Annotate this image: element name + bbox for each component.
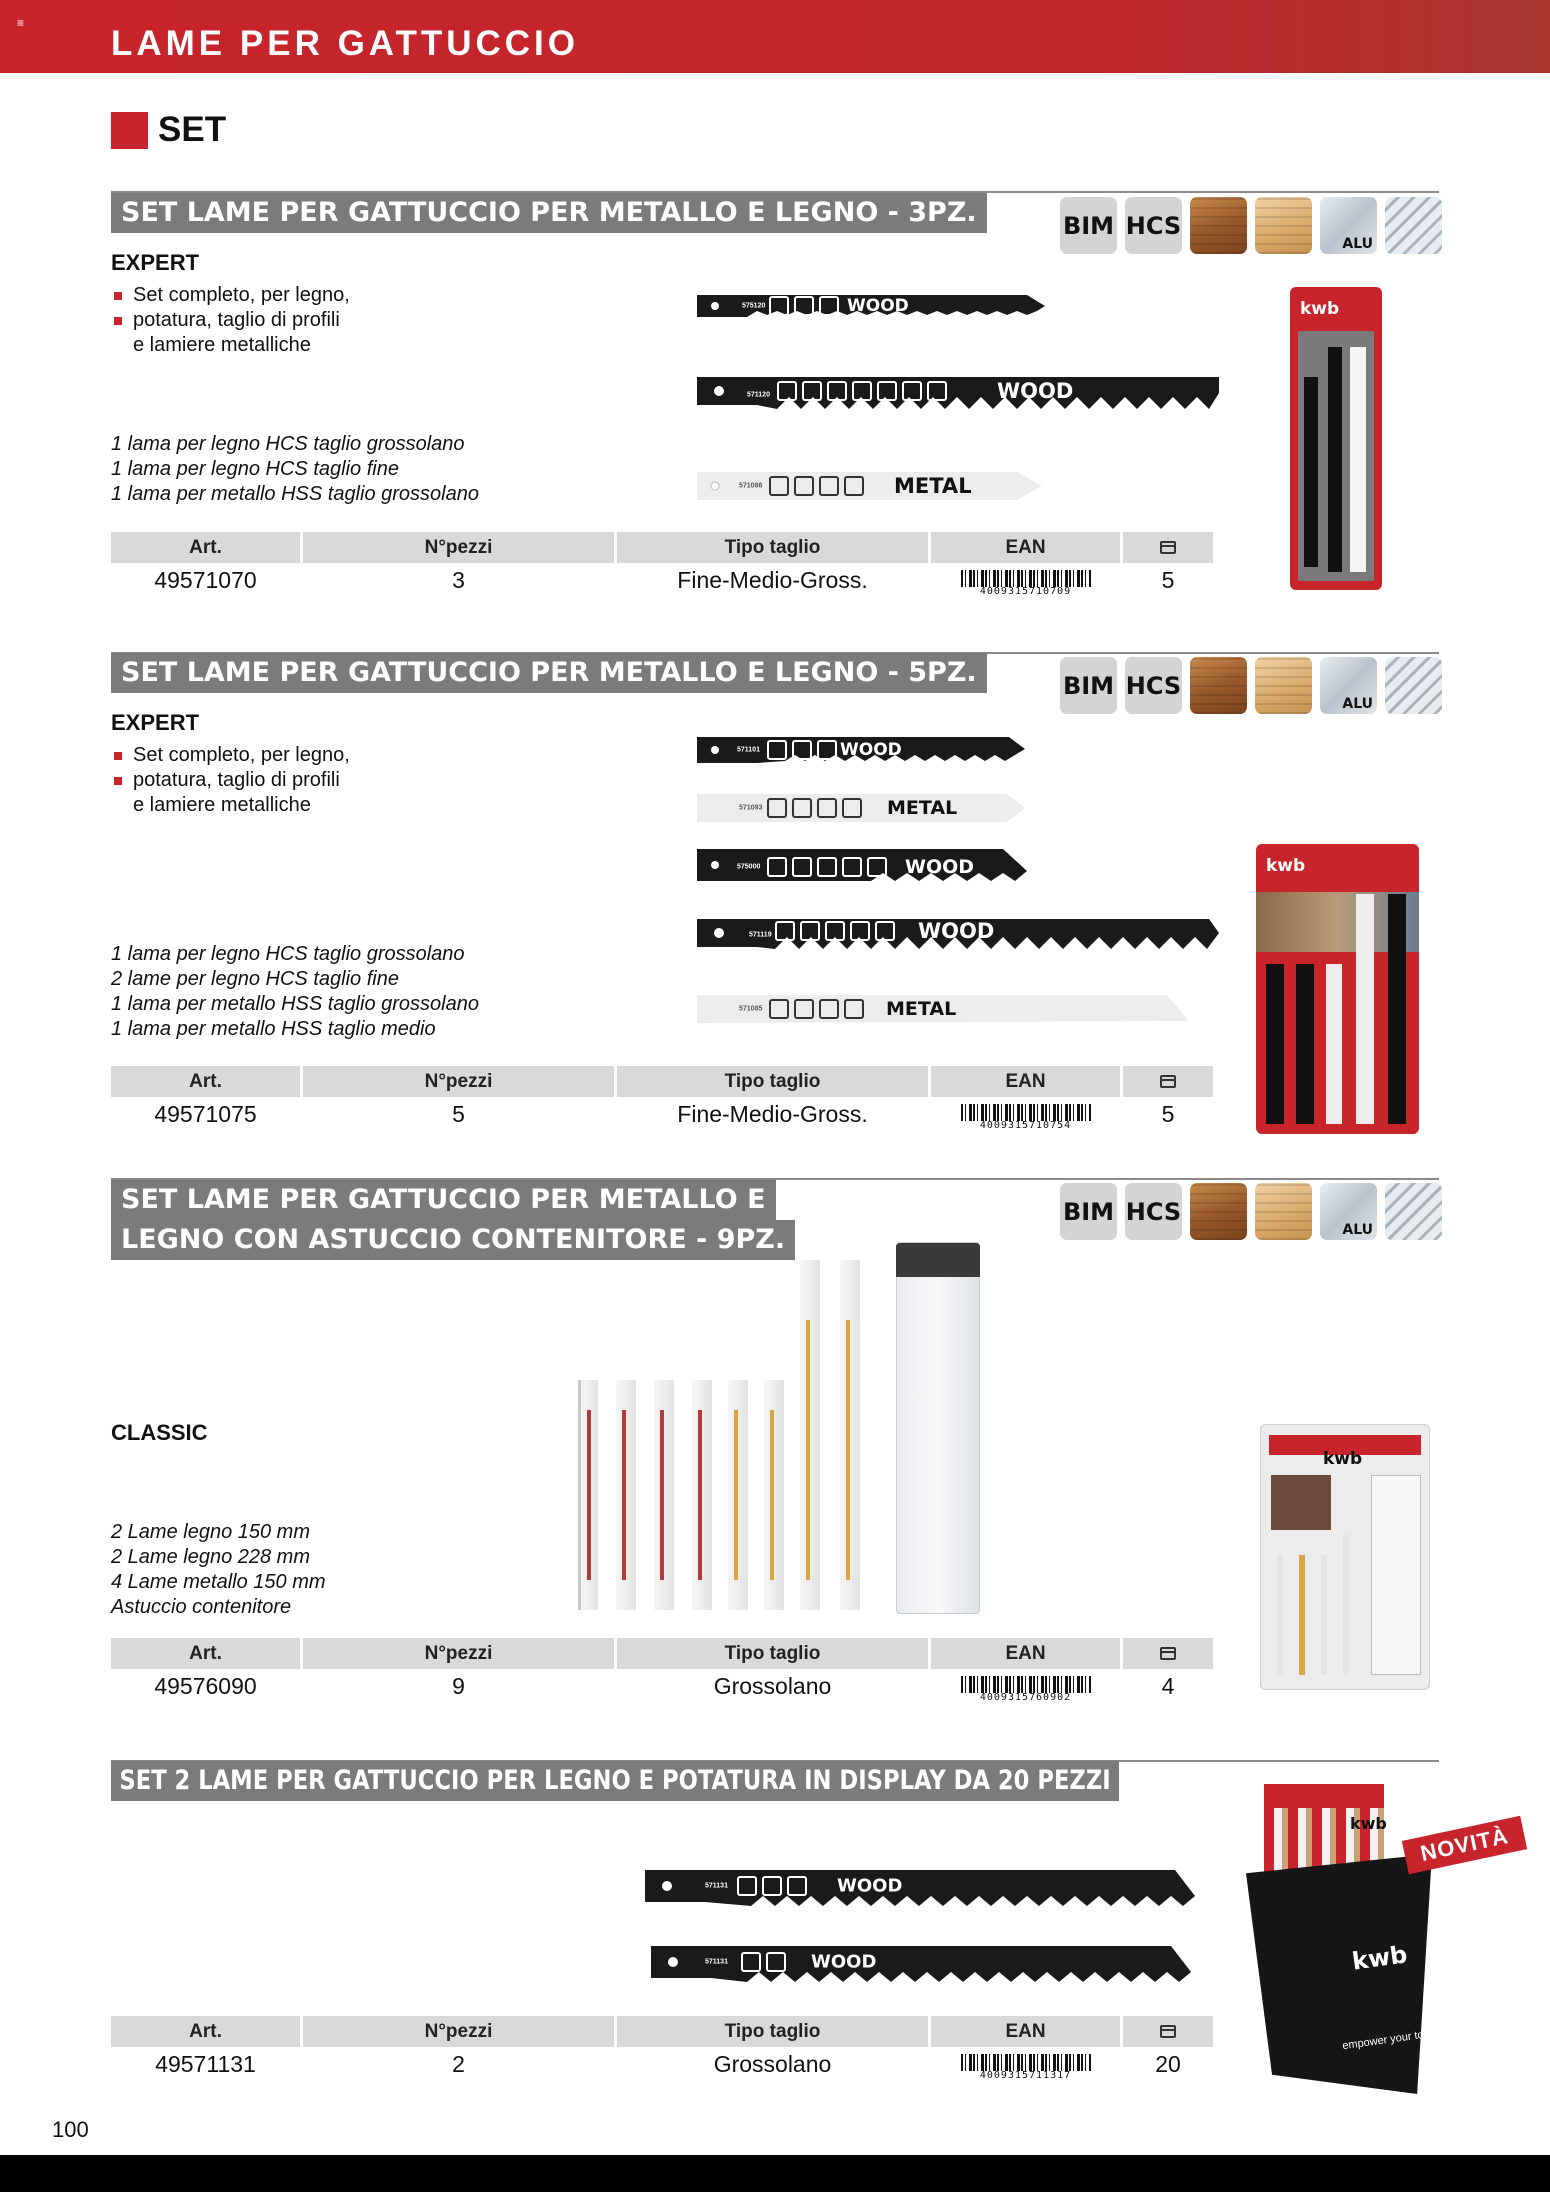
blade-icons — [769, 999, 864, 1019]
blade-icons — [769, 476, 864, 496]
cut-type: Grossolano — [713, 1673, 832, 1699]
blade-icons — [777, 381, 947, 401]
blade-code: 571120 — [747, 391, 770, 399]
softwood-icon — [1255, 657, 1312, 714]
col-art: Art. — [111, 1638, 300, 1669]
set-contents — [111, 432, 479, 507]
blade-icons — [767, 857, 887, 877]
blade-code: 571131 — [705, 1882, 728, 1890]
ean-number: 4009315711317 — [979, 2070, 1072, 2082]
pack-quantity: 5 — [1161, 567, 1175, 593]
softwood-icon — [1255, 197, 1312, 254]
set-contents — [111, 1520, 326, 1620]
pieces-value: 9 — [452, 1673, 465, 1699]
blade-set-image — [578, 1260, 998, 1620]
content-item: 2 lame per legno HCS taglio fine — [111, 968, 399, 990]
aluminium-icon — [1320, 197, 1377, 254]
heading-square-icon — [111, 112, 148, 149]
content-item: 2 Lame legno 228 mm — [111, 1546, 311, 1568]
table-header — [111, 1066, 1213, 1097]
package-icon — [1160, 1075, 1176, 1088]
package-icon — [1160, 1647, 1176, 1660]
alu-label: ALU — [1342, 696, 1373, 712]
bim-badge: BIM — [1060, 657, 1117, 714]
page-footer-bar — [0, 2155, 1550, 2192]
set-contents — [111, 942, 479, 1042]
hardwood-icon — [1190, 657, 1247, 714]
blade-image — [697, 847, 1027, 887]
product-title-line1: SET LAME PER GATTUCCIO PER METALLO E — [111, 1180, 776, 1220]
blade-image — [697, 733, 1025, 767]
bim-badge: BIM — [1060, 197, 1117, 254]
col-pack — [1123, 2016, 1213, 2047]
metal-profile-icon — [1385, 197, 1442, 254]
art-number: 49571070 — [154, 567, 257, 593]
col-pieces: N°pezzi — [303, 2016, 614, 2047]
blade-icons — [767, 740, 837, 760]
blade-image — [697, 289, 1045, 323]
blade-code: 575120 — [742, 302, 766, 310]
ean-number: 4009315710754 — [979, 1120, 1072, 1132]
content-item: 1 lama per metallo HSS taglio grossolano — [111, 483, 479, 505]
package-icon — [1160, 541, 1176, 554]
blade-image — [645, 1866, 1195, 1914]
art-number: 49571075 — [154, 1101, 257, 1127]
display-logo: kwb — [1350, 1940, 1409, 1976]
col-pack — [1123, 532, 1213, 563]
blade-label: WOOD — [997, 379, 1074, 403]
pack-quantity: 4 — [1161, 1673, 1175, 1699]
pack-quantity: 20 — [1155, 2051, 1181, 2077]
feature-item: e lamiere metalliche — [133, 794, 311, 816]
feature-item: potatura, taglio di profili — [111, 308, 350, 333]
col-cut: Tipo taglio — [617, 2016, 928, 2047]
page-number: 100 — [52, 2117, 89, 2142]
blade-label: WOOD — [905, 856, 975, 878]
product-title-line2: LEGNO CON ASTUCCIO CONTENITORE - 9PZ. — [111, 1220, 795, 1260]
col-art: Art. — [111, 532, 300, 563]
material-badges — [1060, 197, 1442, 254]
kwb-logo: kwb — [1300, 299, 1340, 319]
table-header — [111, 2016, 1213, 2047]
feature-item: Set completo, per legno, — [111, 743, 350, 768]
bim-badge: BIM — [1060, 1183, 1117, 1240]
package-icon — [1160, 2025, 1176, 2038]
feature-list — [111, 743, 350, 818]
ean-barcode — [931, 1097, 1120, 1131]
col-cut: Tipo taglio — [617, 532, 928, 563]
ean-number: 4009315760902 — [979, 1692, 1072, 1704]
hcs-badge: HCS — [1125, 197, 1182, 254]
col-ean: EAN — [931, 2016, 1120, 2047]
blade-code: 571086 — [739, 482, 763, 490]
content-item: 1 lama per legno HCS taglio fine — [111, 458, 399, 480]
product-package — [1260, 1424, 1430, 1690]
ean-barcode — [931, 1669, 1120, 1703]
content-item: 1 lama per legno HCS taglio grossolano — [111, 433, 465, 455]
blade-label: METAL — [894, 474, 972, 498]
feature-item: potatura, taglio di profili — [111, 768, 350, 793]
hardwood-icon — [1190, 197, 1247, 254]
product-table — [111, 2016, 1213, 2081]
blade-code: 571085 — [739, 1005, 763, 1013]
blade-image — [697, 991, 1189, 1027]
blade-image — [697, 373, 1219, 417]
col-pieces: N°pezzi — [303, 1066, 614, 1097]
product-package — [1290, 287, 1382, 590]
content-item: 2 Lame legno 150 mm — [111, 1521, 311, 1543]
blade-code: 571101 — [737, 746, 760, 754]
feature-item: e lamiere metalliche — [133, 334, 311, 356]
product-line: EXPERT — [111, 710, 200, 735]
product-table — [111, 1638, 1213, 1703]
blade-icons — [741, 1952, 786, 1972]
col-ean: EAN — [931, 1066, 1120, 1097]
product-line: EXPERT — [111, 250, 200, 275]
metal-profile-icon — [1385, 657, 1442, 714]
table-row — [111, 2047, 1213, 2081]
table-header — [111, 532, 1213, 563]
material-badges — [1060, 657, 1442, 714]
col-pieces: N°pezzi — [303, 532, 614, 563]
col-cut: Tipo taglio — [617, 1638, 928, 1669]
blade-image — [651, 1942, 1191, 1990]
softwood-icon — [1255, 1183, 1312, 1240]
pieces-value: 2 — [452, 2051, 465, 2077]
menu-icon[interactable]: ≡ — [17, 16, 25, 30]
hcs-badge: HCS — [1125, 657, 1182, 714]
hcs-badge: HCS — [1125, 1183, 1182, 1240]
ean-barcode — [931, 2047, 1120, 2081]
alu-label: ALU — [1342, 1222, 1373, 1238]
blade-label: WOOD — [918, 919, 995, 943]
cut-type: Fine-Medio-Gross. — [677, 1101, 868, 1127]
table-row — [111, 1669, 1213, 1703]
page-header — [0, 0, 1550, 73]
blade-image — [697, 790, 1025, 826]
col-cut: Tipo taglio — [617, 1066, 928, 1097]
metal-profile-icon — [1385, 1183, 1442, 1240]
page-title: LAME PER GATTUCCIO — [111, 24, 580, 63]
hardwood-icon — [1190, 1183, 1247, 1240]
blade-label: WOOD — [837, 1875, 903, 1897]
display-stand — [1240, 1784, 1440, 2094]
material-badges — [1060, 1183, 1442, 1240]
col-art: Art. — [111, 1066, 300, 1097]
table-row — [111, 563, 1213, 597]
product-title: SET 2 LAME PER GATTUCCIO PER LEGNO E POTATURA IN DISPLAY DA 20 PEZZI — [111, 1761, 1119, 1801]
alu-label: ALU — [1342, 236, 1373, 252]
ean-barcode — [931, 563, 1120, 597]
col-pack — [1123, 1066, 1213, 1097]
blade-code: 575000 — [737, 863, 761, 871]
blade-image — [697, 468, 1042, 504]
blade-code: 571131 — [705, 1958, 728, 1966]
col-pieces: N°pezzi — [303, 1638, 614, 1669]
col-ean: EAN — [931, 1638, 1120, 1669]
aluminium-icon — [1320, 1183, 1377, 1240]
ean-number: 4009315710709 — [979, 586, 1072, 598]
product-table — [111, 1066, 1213, 1131]
display-slogan: empower your tool — [1341, 2027, 1433, 2053]
content-item: 1 lama per legno HCS taglio grossolano — [111, 943, 465, 965]
blade-label: METAL — [886, 998, 957, 1020]
blade-label: METAL — [887, 797, 958, 819]
content-item: 1 lama per metallo HSS taglio grossolano — [111, 993, 479, 1015]
blade-label: WOOD — [840, 740, 902, 760]
blade-icons — [775, 921, 895, 941]
product-table — [111, 532, 1213, 597]
blade-icons — [769, 296, 839, 316]
blade-image — [697, 913, 1219, 957]
pieces-value: 3 — [452, 567, 465, 593]
pieces-value: 5 — [452, 1101, 465, 1127]
col-art: Art. — [111, 2016, 300, 2047]
pack-quantity: 5 — [1161, 1101, 1175, 1127]
display-top-logo: kwb — [1350, 1814, 1387, 1833]
cut-type: Grossolano — [713, 2051, 832, 2077]
kwb-logo: kwb — [1266, 856, 1306, 876]
cut-type: Fine-Medio-Gross. — [677, 567, 868, 593]
blade-label: WOOD — [847, 296, 909, 316]
blade-code: 571093 — [739, 804, 763, 812]
feature-list — [111, 283, 350, 358]
content-item: 4 Lame metallo 150 mm — [111, 1571, 326, 1593]
product-title: SET LAME PER GATTUCCIO PER METALLO E LEGNO - 5PZ. — [111, 653, 987, 693]
aluminium-icon — [1320, 657, 1377, 714]
kwb-logo: kwb — [1323, 1449, 1363, 1469]
set-heading-text: SET — [158, 110, 227, 149]
product-line: CLASSIC — [111, 1420, 208, 1445]
table-header — [111, 1638, 1213, 1669]
storage-case — [896, 1242, 980, 1614]
art-number: 49576090 — [154, 1673, 257, 1699]
blade-icons — [737, 1876, 807, 1896]
new-product-badge: NOVITÀ — [1402, 1816, 1528, 1874]
blade-icons — [767, 798, 862, 818]
blade-label: WOOD — [811, 1951, 877, 1973]
product-title: SET LAME PER GATTUCCIO PER METALLO E LEGNO - 3PZ. — [111, 193, 987, 233]
art-number: 49571131 — [155, 2051, 256, 2077]
col-ean: EAN — [931, 532, 1120, 563]
content-item: 1 lama per metallo HSS taglio medio — [111, 1018, 436, 1040]
col-pack — [1123, 1638, 1213, 1669]
product-package — [1256, 844, 1419, 1134]
table-row — [111, 1097, 1213, 1131]
feature-item: Set completo, per legno, — [111, 283, 350, 308]
set-heading — [111, 111, 226, 149]
content-item: Astuccio contenitore — [111, 1596, 292, 1618]
blade-code: 571119 — [749, 931, 772, 939]
